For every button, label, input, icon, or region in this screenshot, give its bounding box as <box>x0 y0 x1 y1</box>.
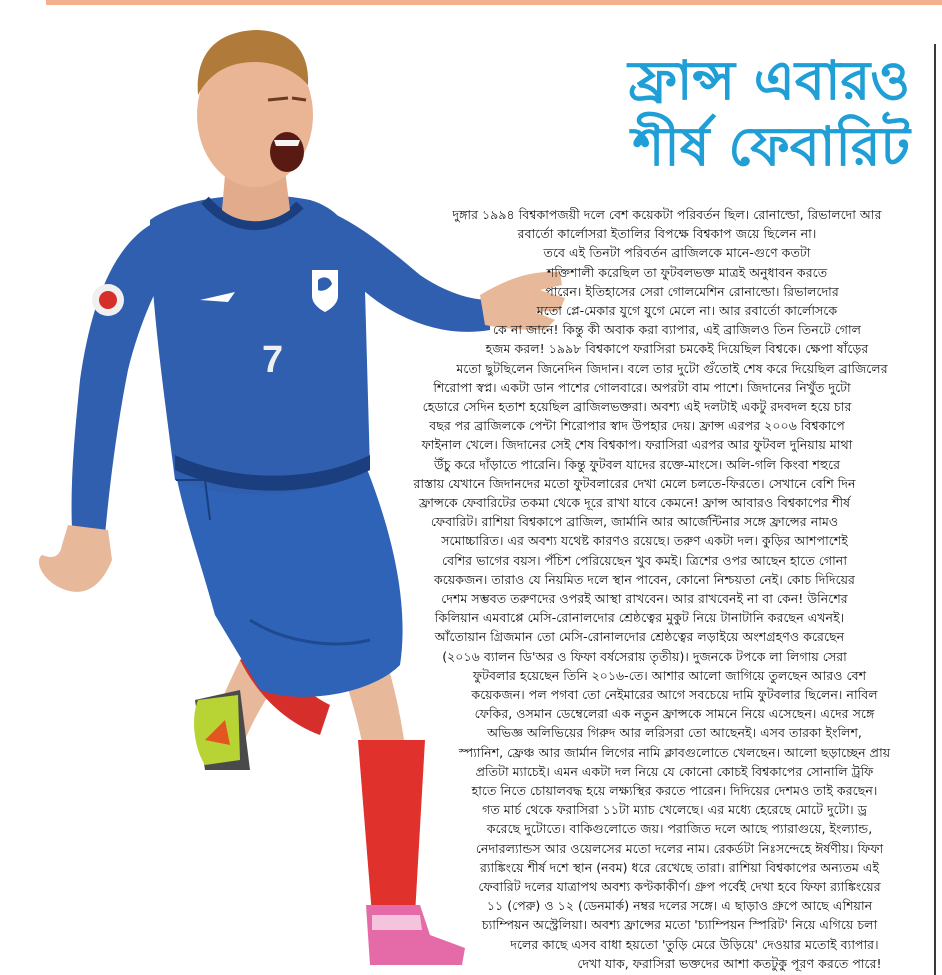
article-line: কয়েকজন। তারাও যে নিয়মিত দলে স্থান পাবেন, কোনো নিশ্চয়তা নেই। কোচ দিদিয়ের <box>433 571 855 587</box>
article-line: আঁতোয়ান গ্রিজমান তো মেসি-রোনালদোর শ্রেষ্ঠত্বের লড়াইয়ে অংশগ্রহণও করেছেন <box>434 629 845 645</box>
article-line: বেশির ভাগের বয়স। পঁচিশ পেরিয়েছেন খুব কমই। ত্রিশের ওপর আছেন হাতে গোনা <box>442 552 847 568</box>
headline <box>490 48 910 180</box>
article-line: গত মার্চ থেকে ফরাসিরা ১১টা ম্যাচ খেলেছে। এর মধ্যে হেরেছে মোটে দুটো। ড্র <box>482 802 867 818</box>
article-line: চ্যাম্পিয়ন অস্ট্রেলিয়া। অবশ্য ফ্রান্সের মতো 'চ্যাম্পিয়ন স্পিরিট' নিয়ে এগিয়ে চলা <box>481 917 878 933</box>
article-line: কয়েকজন। পল পগবা তো নেইমারের আগে সবচেয়ে দামি ফুটবলার ছিলেন। নাবিল <box>471 687 878 702</box>
article-line: কিলিয়ান এমবাপ্পে মেসি-রোনালদোর শ্রেষ্ঠত্বের মুকুট নিয়ে টানাটানি করছেন এখনই। <box>434 610 845 626</box>
article-line: উঁচু করে দাঁড়াতে পারেনি। কিন্তু ফুটবল যাদের রক্তে-মাংসে। অলি-গলি কিংবা শহুরে <box>433 456 841 472</box>
article-line: ফেবারিট। রাশিয়া বিশ্বকাপে ব্রাজিল, জার্মানি আর আর্জেন্টিনার সঙ্গে ফ্রান্সের নামও <box>430 514 839 530</box>
headline-line-1: ফ্রান্স এবারও <box>628 49 910 112</box>
left-sleeve <box>72 225 175 535</box>
article-line: কে না জানে! কিন্তু কী অবাক করা ব্যাপার, এই ব্রাজিলও তিন তিনটে গোল <box>492 322 862 338</box>
left-hand <box>39 525 112 592</box>
article-line: (২০১৬ ব্যালন ডি'অর ও ফিফা বর্ষসেরায় তৃতীয়)। দুজনকে টপকে লা লিগায় সেরা <box>442 648 847 664</box>
article-line: র‍্যাঙ্কিংয়ে শীর্ষ দশে স্থান (নবম) ধরে রেখেছে তারা। রাশিয়া বিশ্বকাপের অন্যতম এই <box>479 859 880 875</box>
article-line: ফ্রান্সকে ফেবারিটের তকমা থেকে দূরে রাখা যাবে কেমনে! ফ্রান্স আবারও বিশ্বকাপের শীর্ষ <box>418 495 851 510</box>
article-line: হাতে নিতে চোয়ালবদ্ধ হয়ে লক্ষ্যস্থির করতে পারেন। দিদিয়ের দেশমও তাই করছেন। <box>471 783 878 798</box>
open-mouth <box>270 132 304 172</box>
article-line: সমোচ্চারিত। এর অবশ্য যথেষ্ট কারণও রয়েছে। তরুণ একটা দল। কুড়ির আশপাশেই <box>441 533 848 549</box>
article-line: হেডারে সেদিন হতাশ হয়েছিল ব্রাজিলভক্তরা। অবশ্য এই দলটাই একটু রদবদল হয়ে চার <box>422 399 852 414</box>
article-line: শক্তিশালী করেছিল তা ফুটবলভক্ত মাত্রই অনুধাবন করতে <box>546 264 828 280</box>
article-line: রাস্তায় যেখানে জিদানদের মতো ফুটবলারের দেখা মেলে চলতে-ফিরতে। সেখানে বেশি দিন <box>413 475 856 491</box>
article-line: অভিজ্ঞ অলিভিয়ের গিরুদ আর লরিসরা তো আছেনই। এসব তারকা ইংলিশ, <box>487 725 862 741</box>
article-line: দলের কাছে এসব বাধা হয়তো 'তুড়ি মেরে উড়িয়ে' দেওয়ার মতোই ব্যাপার। <box>510 936 879 952</box>
article-line: ১১ (পেরু) ও ১২ (ডেনমার্ক) নম্বর দলের সঙ্গে। এ ছাড়াও গ্রুপে আছে এশিয়ান <box>486 898 873 914</box>
article-line: মতো প্লে-মেকার যুগে যুগে মেলে না। আর রবার্তো কার্লোসকে <box>536 303 838 318</box>
article-line: দেখা যাক, ফরাসিরা ভক্তদের আশা কতটুকু পূরণ করতে পারে! <box>577 955 882 971</box>
article-line: দুঙ্গার ১৯৯৪ বিশ্বকাপজয়ী দলে বেশ কয়েকটা পরিবর্তন ছিল। রোনাল্ডো, রিভালদো আর <box>452 207 882 222</box>
right-sock <box>358 740 425 915</box>
jersey-number: 7 <box>262 339 284 381</box>
article-line: স্প্যানিশ, ফ্রেঞ্চ আর জার্মান লিগের নামি ক্লাবগুলোতে খেলছেন। আলো ছড়াচ্ছেন প্রায় <box>458 744 891 760</box>
article-line: শিরোপা স্বপ্ন। একটা ডান পাশের গোলবারে। অপরটা বাম পাশে। জিদানের নিখুঁত দুটো <box>433 379 851 395</box>
article-line: হজম করল! ১৯৯৮ বিশ্বকাপে ফরাসিরা চমকেই দিয়েছিল বিশ্বকে। ক্ষেপা ষাঁড়ের <box>485 341 869 357</box>
article-line: পারেন। ইতিহাসের সেরা গোলমেশিন রোনাল্ডো। রিভালদোর <box>545 283 839 299</box>
article-line: ফাইনাল খেলে। জিদানের সেই শেষ বিশ্বকাপ। ফরাসিরা এরপর আর ফুটবল দুনিয়ায় মাথা <box>421 437 853 453</box>
article-line: প্রতিটা ম্যাচেই। এমন একটা দল নিয়ে যে কোনো কোচই বিশ্বকাপের সোনালি ট্রফি <box>475 763 874 779</box>
article-line: ফুটবলার হয়েছেন তিনি ২০১৬-তে। আশার আলো জাগিয়ে তুলছেন আরও বেশ <box>472 667 867 683</box>
article-line: করেছে দুটোতে। বাকিগুলোতে জয়। পরাজিত দলে আছে প্যারাগুয়ে, ইংল্যান্ড, <box>486 821 873 837</box>
headline-line-2: শীর্ষ ফেবারিট <box>632 115 910 178</box>
article-line: বছর পর ব্রাজিলকে পেন্টা শিরোপার স্বাদ উপহার দেয়। ফ্রান্স এরপর ২০০৬ বিশ্বকাপে <box>429 418 845 434</box>
article-line: ফেবারিট দলের যাত্রাপথ অবশ্য কণ্টকাকীর্ণ। গ্রুপ পর্বেই দেখা হবে ফিফা র‍্যাঙ্কিংয়ের <box>478 879 881 894</box>
article-line: তবে এই তিনটা পরিবর্তন ব্রাজিলকে মানে-গুণে কতটা <box>543 245 811 261</box>
article-line: মতো ছুটছিলেন জিনেদিন জিদান। বলে তার দুটো গুঁতোই শেষ করে দিয়েছিল ব্রাজিলের <box>456 360 888 376</box>
article-line: নেদারল্যান্ডস আর ওয়েলসের মতো দলের নাম। রেকর্ডটা নিঃসন্দেহে ঈর্ষণীয়। ফিফা <box>475 840 884 856</box>
article-line: ফেকির, ওসমান ডেম্বেলেরা এক নতুন ফ্রান্সকে সামনে নিয়ে এসেছেন। এদের সঙ্গে <box>474 706 875 722</box>
article-line: দেশম সম্ভবত তরুণদের ওপরই আস্থা রাখবেন। আর রাখবেনই না বা কেন! উনিশের <box>441 591 848 606</box>
article-line: রবার্তো কার্লোসরা ইতালির বিপক্ষে বিশ্বকাপ জয়ে ছিলেন না। <box>517 226 817 242</box>
